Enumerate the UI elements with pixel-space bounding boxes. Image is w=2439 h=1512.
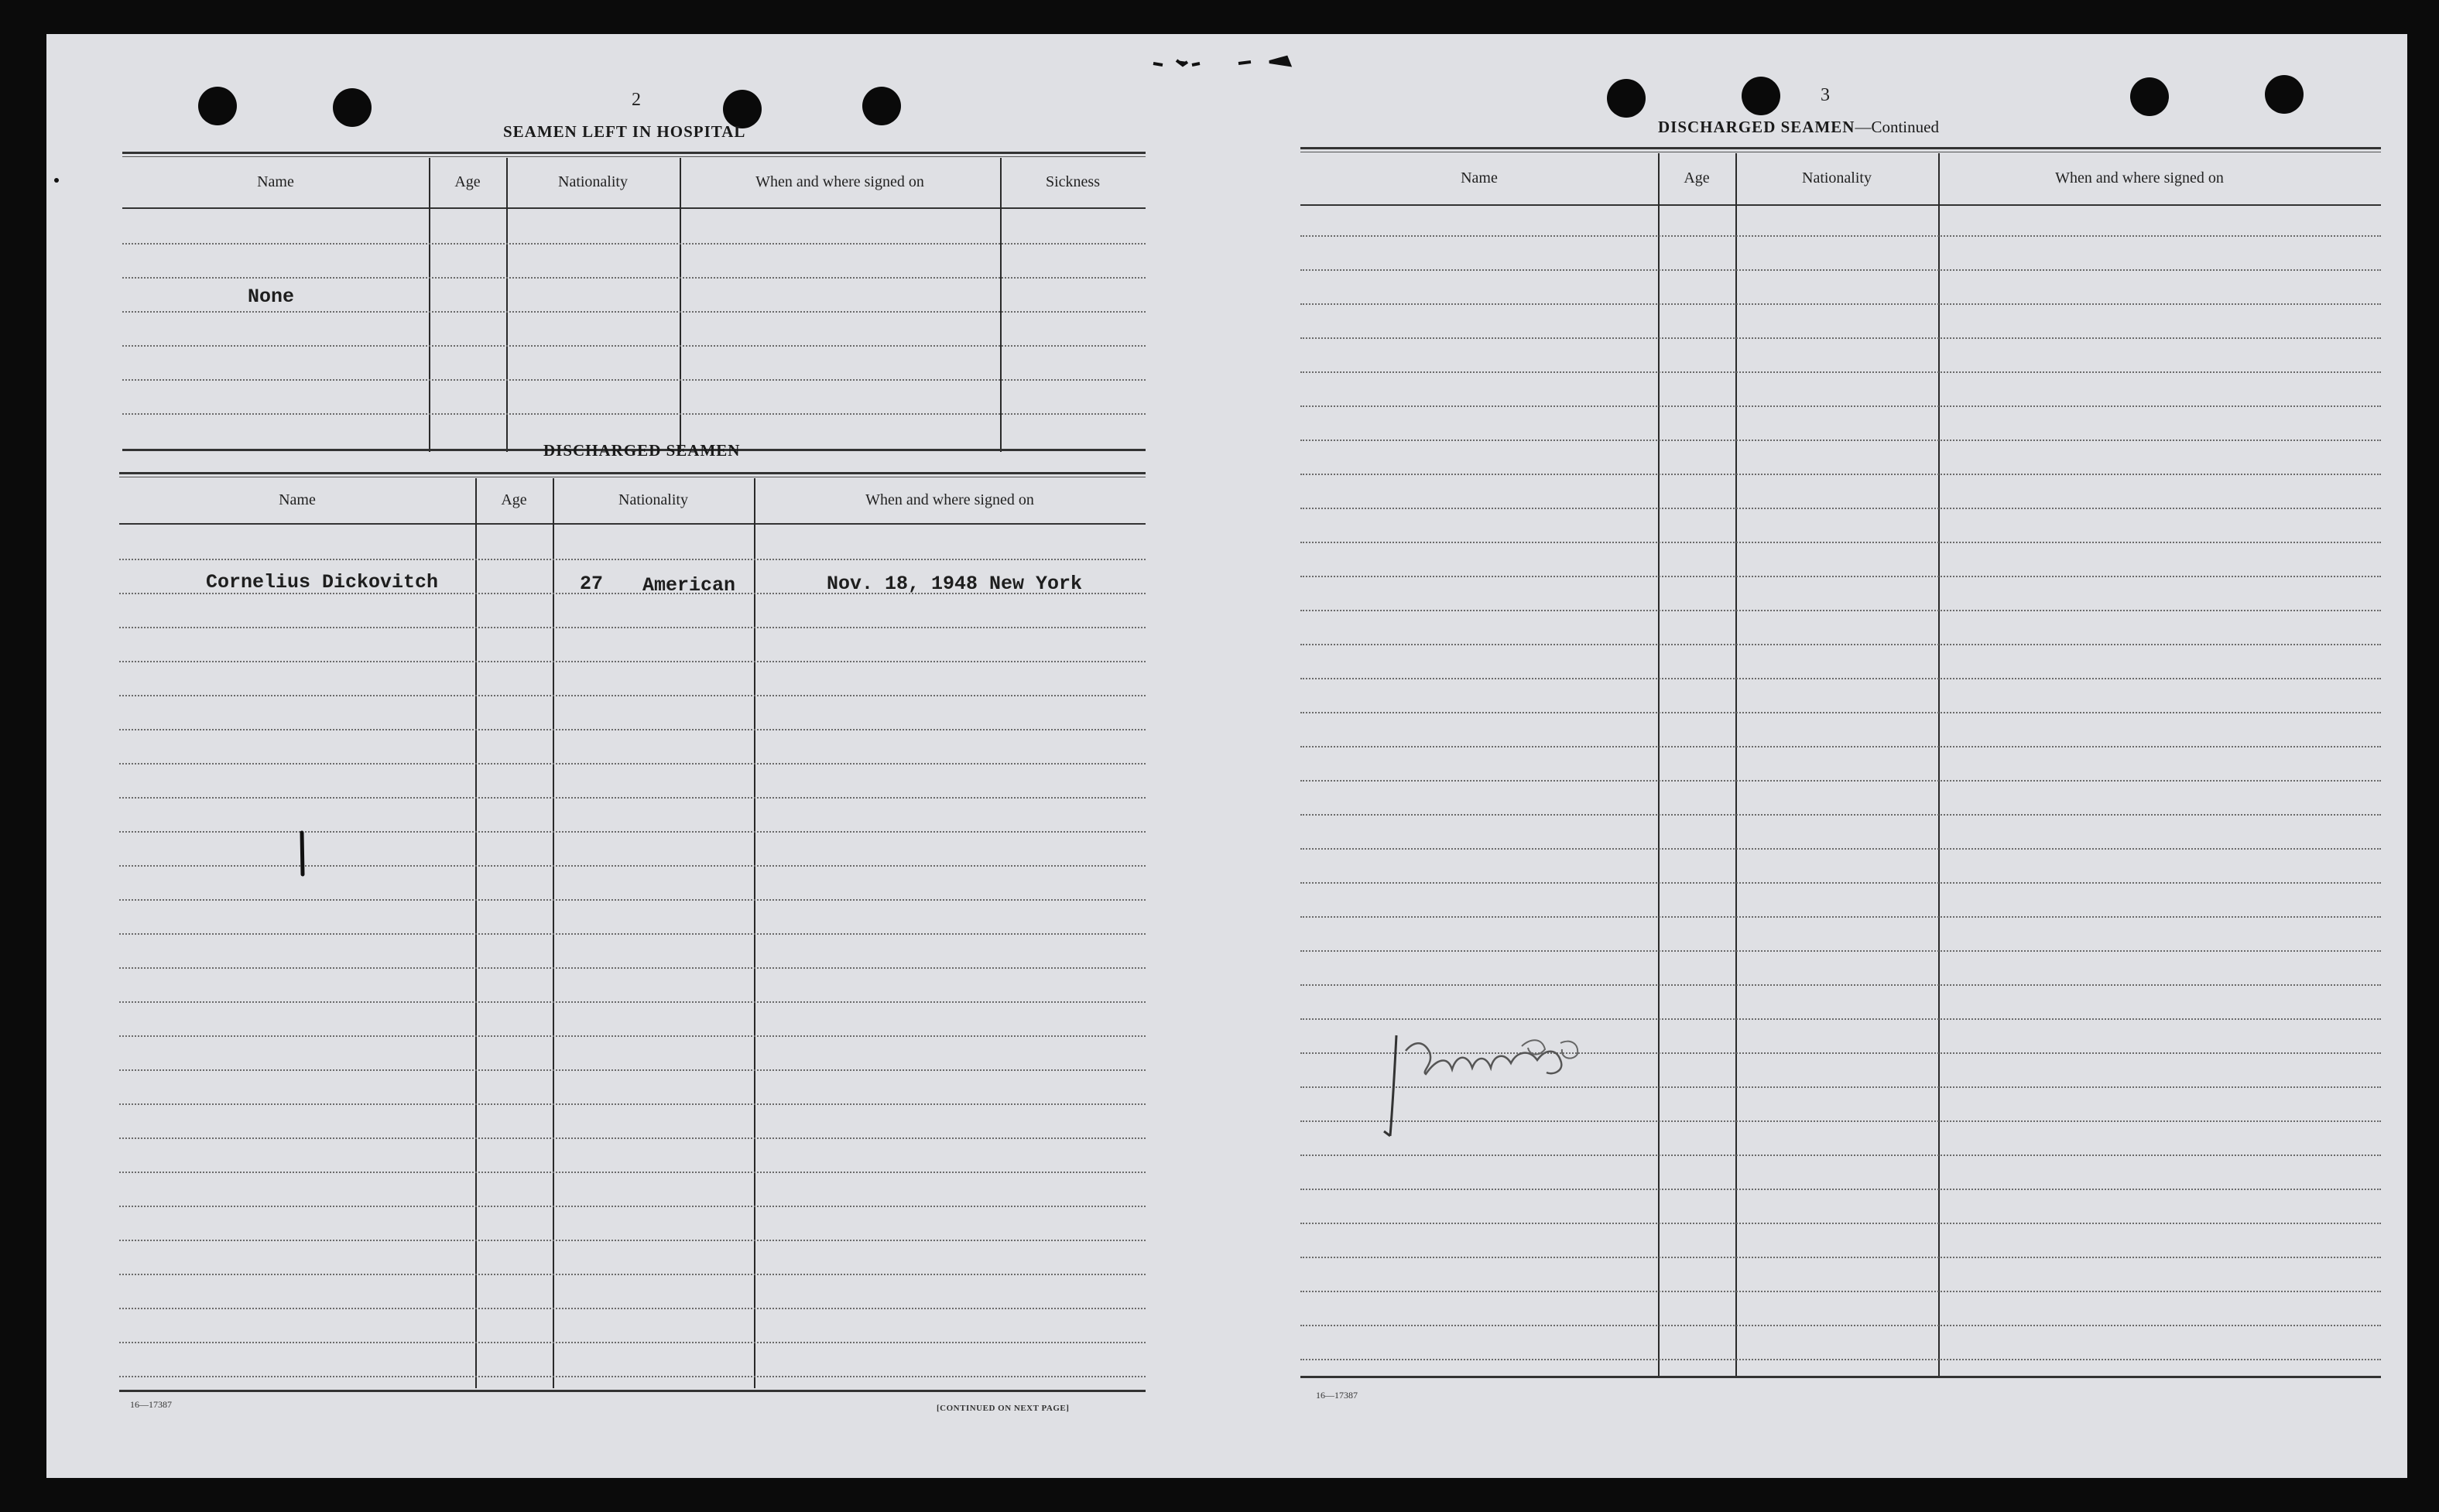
discharged-continued-title <box>1658 118 1939 137</box>
row-line <box>1300 576 2381 577</box>
table-top-rule <box>119 472 1146 477</box>
row-line <box>122 243 1146 245</box>
title-main: DISCHARGED SEAMEN <box>1658 118 1855 136</box>
row-line <box>119 1206 1146 1207</box>
row-line <box>1300 508 2381 509</box>
column-divider <box>1000 158 1002 452</box>
seaman-nationality: American <box>642 574 736 597</box>
row-line <box>119 933 1146 935</box>
form-code-left: 16—17387 <box>130 1399 172 1410</box>
title-continued: —Continued <box>1855 118 1939 136</box>
row-line <box>119 1172 1146 1173</box>
column-divider <box>506 158 508 452</box>
row-line <box>1300 1325 2381 1326</box>
column-header: Name <box>1461 169 1498 186</box>
discharged-section-title: DISCHARGED SEAMEN <box>543 441 741 460</box>
row-line <box>122 345 1146 347</box>
header-rule <box>119 523 1146 525</box>
hospital-section-title: SEAMEN LEFT IN HOSPITAL <box>503 122 746 141</box>
row-line <box>119 1308 1146 1309</box>
row-line <box>1300 814 2381 816</box>
row-line <box>1300 405 2381 407</box>
table-top-rule <box>1300 147 2381 152</box>
row-line <box>122 311 1146 313</box>
hospital-entry-name: None <box>248 286 295 308</box>
row-line <box>119 729 1146 730</box>
punch-hole <box>1607 79 1646 118</box>
row-line <box>1300 848 2381 850</box>
row-line <box>1300 644 2381 645</box>
header-rule <box>1300 204 2381 206</box>
punch-hole <box>2265 75 2304 114</box>
row-line <box>119 661 1146 662</box>
row-line <box>119 1342 1146 1343</box>
discharged-continued-table <box>1300 147 2381 1416</box>
page-number-left: 2 <box>632 90 641 110</box>
table-header-row <box>122 158 1146 206</box>
seaman-signed-on: Nov. 18, 1948 New York <box>827 573 1083 595</box>
seaman-name: Cornelius Dickovitch <box>206 571 439 594</box>
row-line <box>122 277 1146 279</box>
row-line <box>1300 1223 2381 1224</box>
punch-hole <box>333 88 372 127</box>
row-line <box>119 1376 1146 1377</box>
edge-mark <box>54 178 59 183</box>
row-line <box>119 797 1146 799</box>
column-header: Age <box>1684 169 1710 186</box>
row-line <box>1300 269 2381 271</box>
column-divider <box>680 158 681 452</box>
punch-hole <box>1742 77 1780 115</box>
row-line <box>1300 746 2381 747</box>
row-line <box>1300 916 2381 918</box>
row-line <box>119 967 1146 969</box>
faint-handwritten-mark <box>1375 1012 1622 1151</box>
row-line <box>1300 235 2381 237</box>
row-line <box>1300 1155 2381 1156</box>
continued-note: [CONTINUED ON NEXT PAGE] <box>937 1404 1070 1413</box>
row-line <box>1300 337 2381 339</box>
column-header: Nationality <box>1802 169 1872 186</box>
column-header: When and where signed on <box>865 491 1034 508</box>
row-line <box>119 559 1146 560</box>
row-line <box>119 1240 1146 1241</box>
row-line <box>119 865 1146 867</box>
row-line <box>1300 950 2381 952</box>
row-line <box>1300 1189 2381 1190</box>
row-line <box>1300 371 2381 373</box>
ink-tick-mark <box>294 828 310 882</box>
row-line <box>1300 780 2381 782</box>
row-line <box>119 1137 1146 1139</box>
table-header-row <box>1300 153 2381 203</box>
punch-hole <box>198 87 237 125</box>
row-line <box>1300 678 2381 679</box>
row-line <box>1300 882 2381 884</box>
row-line <box>1300 1291 2381 1292</box>
row-line <box>1300 610 2381 611</box>
row-line <box>119 1001 1146 1003</box>
row-line <box>1300 1257 2381 1258</box>
row-line <box>1300 303 2381 305</box>
column-header: Nationality <box>558 173 628 190</box>
table-top-rule <box>122 152 1146 157</box>
column-header: Age <box>501 491 527 508</box>
row-line <box>119 1069 1146 1071</box>
row-line <box>1300 1359 2381 1360</box>
document-sheet <box>46 34 2407 1478</box>
table-header-row <box>119 478 1146 522</box>
row-line <box>1300 440 2381 441</box>
page-number-right: 3 <box>1821 85 1830 105</box>
top-ink-marks <box>1107 50 1416 73</box>
punch-hole <box>862 87 901 125</box>
discharged-table <box>119 472 1146 1432</box>
row-line <box>119 899 1146 901</box>
column-header: Nationality <box>618 491 688 508</box>
header-rule <box>122 207 1146 209</box>
column-header: Name <box>257 173 294 190</box>
row-line <box>119 763 1146 765</box>
seaman-age: 27 <box>579 573 603 595</box>
row-line <box>122 413 1146 415</box>
row-line <box>119 627 1146 628</box>
form-code-right: 16—17387 <box>1316 1390 1358 1401</box>
table-bottom-rule <box>119 1390 1146 1392</box>
row-line <box>119 831 1146 833</box>
row-line <box>1300 984 2381 986</box>
column-header: When and where signed on <box>755 173 924 190</box>
column-header: Name <box>279 491 316 508</box>
hospital-table <box>122 152 1146 453</box>
column-header: When and where signed on <box>2055 169 2224 186</box>
table-bottom-rule <box>1300 1376 2381 1378</box>
row-line <box>119 1103 1146 1105</box>
column-header: Age <box>454 173 481 190</box>
row-line <box>1300 712 2381 713</box>
row-line <box>119 1274 1146 1275</box>
row-line <box>122 379 1146 381</box>
row-line <box>119 1035 1146 1037</box>
column-divider <box>429 158 430 452</box>
row-line <box>1300 474 2381 475</box>
column-header: Sickness <box>1046 173 1100 190</box>
row-line <box>1300 542 2381 543</box>
punch-hole <box>2130 77 2169 116</box>
row-line <box>119 695 1146 696</box>
